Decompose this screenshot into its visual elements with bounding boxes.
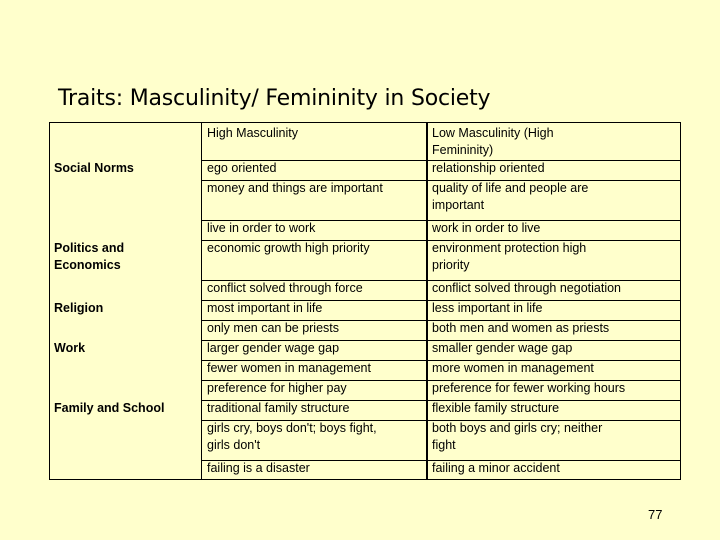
category-politics-economics: Politics and (54, 241, 125, 255)
header-low-masculinity: Low Masculinity (High (432, 126, 554, 140)
column-divider (427, 123, 428, 479)
high-cell: live in order to work (207, 221, 316, 235)
page-number: 77 (648, 507, 663, 522)
low-cell: more women in management (432, 361, 594, 375)
low-cell: work in order to live (432, 221, 541, 235)
low-cell-cont: priority (432, 258, 470, 272)
low-cell-cont: important (432, 198, 485, 212)
high-cell: preference for higher pay (207, 381, 347, 395)
category-politics-economics-cont: Economics (54, 258, 121, 272)
low-cell: conflict solved through negotiation (432, 281, 622, 295)
high-cell: economic growth high priority (207, 241, 370, 255)
category-religion: Religion (54, 301, 104, 315)
header-high-masculinity: High Masculinity (207, 126, 299, 140)
high-cell: conflict solved through force (207, 281, 363, 295)
header-low-masculinity-cont: Femininity) (432, 143, 494, 157)
slide-title: Traits: Masculinity/ Femininity in Society (58, 86, 491, 111)
high-cell: fewer women in management (207, 361, 371, 375)
category-social-norms: Social Norms (54, 161, 134, 175)
high-cell: only men can be priests (207, 321, 340, 335)
low-cell: both men and women as priests (432, 321, 610, 335)
low-cell: flexible family structure (432, 401, 560, 415)
high-cell: money and things are important (207, 181, 383, 195)
low-cell: failing a minor accident (432, 461, 560, 475)
low-cell: smaller gender wage gap (432, 341, 573, 355)
low-cell: less important in life (432, 301, 543, 315)
column-divider (201, 123, 202, 479)
high-cell: larger gender wage gap (207, 341, 340, 355)
high-cell: failing is a disaster (207, 461, 310, 475)
category-work: Work (54, 341, 86, 355)
high-cell: ego oriented (207, 161, 277, 175)
high-cell: traditional family structure (207, 401, 350, 415)
category-family-school: Family and School (54, 401, 165, 415)
low-cell: relationship oriented (432, 161, 545, 175)
low-cell: both boys and girls cry; neither (432, 421, 603, 435)
low-cell: preference for fewer working hours (432, 381, 626, 395)
low-cell: environment protection high (432, 241, 587, 255)
low-cell: quality of life and people are (432, 181, 589, 195)
high-cell: most important in life (207, 301, 323, 315)
high-cell-cont: girls don't (207, 438, 261, 452)
low-cell-cont: fight (432, 438, 456, 452)
high-cell: girls cry, boys don't; boys fight, (207, 421, 377, 435)
